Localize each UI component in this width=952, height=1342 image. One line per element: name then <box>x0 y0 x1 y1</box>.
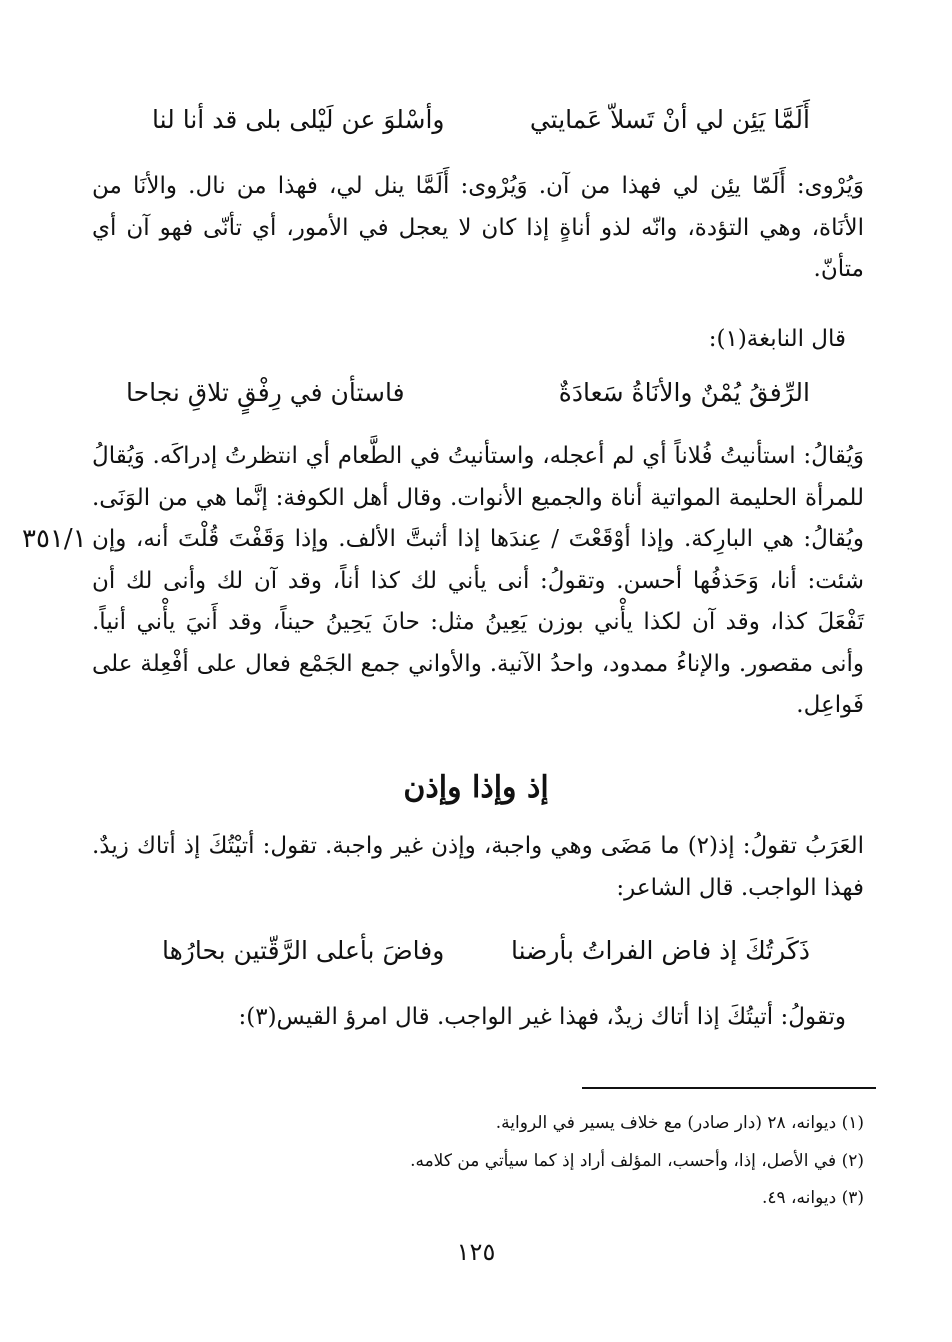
verse-3-right-hemistich: ذَكَرتُكَ إذ فاض الفراتُ بأرضنا <box>510 936 810 965</box>
verse-3-left-hemistich: وفاضَ بأعلى الرَّقّتين بحارُها <box>162 936 445 965</box>
footnote-rule <box>582 1087 876 1089</box>
footnote-3: (٣) ديوانه، ٤٩. <box>761 1188 864 1208</box>
verse-2-right-hemistich: الرِّفقُ يُمْنٌ والأنَاةُ سَعادَةٌ <box>558 378 810 407</box>
margin-reference: ٣٥١/١ <box>22 524 87 554</box>
poet-intro: قال النابغة(١): <box>708 326 846 352</box>
verse-1-left-hemistich: وأسْلوَ عن لَيْلى بلى قد أنا لنا <box>152 105 445 134</box>
section-heading: إذ وإذا وإذن <box>403 770 549 805</box>
footnote-2: (٢) في الأصل، إذا، وأحسب، المؤلف أراد إذ كما سيأتي من كلامه. <box>410 1151 864 1171</box>
paragraph-2: وَيُقالُ: استأنيتُ فُلاناً أي لم أعجله، واستأنيتُ في الطَّعام أي انتظرتُ إدراكَه. وَيُقالُ للمرأة الحليمة المواتية أناة والجميع الأنوات. وقال أهل الكوفة: إنَّما هي من الوَنَى. ويُقالُ: هي البارِكة. وإذا أوْقَعْتَ / عِندَها إذا أثبتَّ الألف. وإذا وَقَفْتَ قُلْتَ أنه، وإن شئت: أنا، وَحَذفُها أحسن. وتقولُ: أنى يأني لك كذا أناً، وقد آن لك وأنى لك أن تَفْعَلَ كذا، وقد آن لكذا يأْني بوزن يَعِينُ مثل: حانَ يَحِينُ حيناً، وقد أَنيَ يأْني أنياً. وأنى مقصور. والإناءُ ممدود، واحدُ الآنية. والأواني جمع الجَمْع فعال على أفْعِلة على فَواعِل. <box>92 443 864 718</box>
page-number: ١٢٥ <box>456 1238 496 1266</box>
footnote-1: (١) ديوانه، ٢٨ (دار صادر) مع خلاف يسير في الرواية. <box>495 1113 864 1133</box>
verse-1-right-hemistich: أَلَمَّا يَئِن لي أنْ تَسلاّ عَمايتي <box>529 105 810 134</box>
verse-3 <box>162 934 810 968</box>
paragraph-3: العَرَبُ تقولُ: إذ(٢) ما مَضَى وهي واجبة، وإذن غير واجبة. تقول: أتيْتُكَ إذ أتاك زيدٌ. فهذا الواجب. قال الشاعر: <box>92 833 864 901</box>
verse-1 <box>152 103 810 137</box>
verse-2-left-hemistich: فاستأن في رِفْقٍ تلاقِ نجاحا <box>126 378 405 407</box>
verse-2 <box>126 376 810 410</box>
paragraph-1: وَيُرْوى: أَلَمّا يئِن لي فهذا من آن. وَيُرْوى: أَلَمَّا ينل لي، فهذا من نال. والأنَا من الأنَاة، وهي التؤدة، وانّه لذو أناةٍ إذا كان لا يعجل في الأمور، أي تأنّى فهو آن أي متأنّ. <box>92 173 864 282</box>
closing-line: وتقولُ: أتيتُكَ إذا أتاك زيدٌ، فهذا غير الواجب. قال امرؤ القيس(٣): <box>238 1004 846 1030</box>
